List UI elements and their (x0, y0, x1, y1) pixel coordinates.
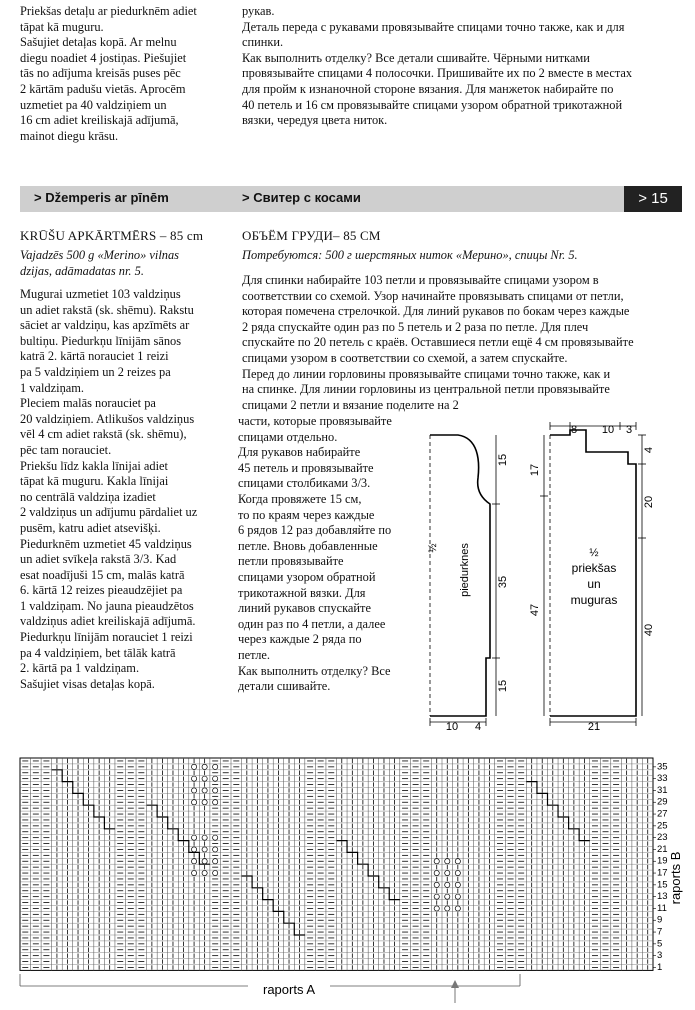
text-line: 20 valdziņiem. Atlikušos valdziņus (20, 411, 195, 426)
text-line: un adiet rakstā (sk. shēmu). Rakstu (20, 302, 194, 317)
lv-size-heading: KRŪŠU APKĀRTMĒRS – 85 cm (20, 228, 204, 243)
cable-symbol (455, 859, 460, 864)
cable-symbol (434, 882, 439, 887)
cable-symbol (191, 800, 196, 805)
text-line: 16 cm adiet kreiliskajā adījumā, (20, 113, 179, 128)
cable-symbol (213, 859, 218, 864)
text-line: части, которые провязывайте (238, 414, 392, 428)
text-line: вязки, чередуя цвета ниток. (242, 113, 388, 128)
text-line: diegu noadiet 4 jostiņas. Piešujiet (20, 50, 187, 65)
cable-symbol (455, 894, 460, 899)
text-line: Priekšas detaļu ar piedurknēm adiet (20, 4, 197, 18)
text-line: спинки. (242, 35, 284, 50)
cable-symbol (191, 788, 196, 793)
lv-top-continuation (20, 4, 230, 144)
text-line: петле. (238, 647, 271, 662)
text-line: 2 kārtām padušu vietās. Aprocēm (20, 81, 186, 96)
lv-instructions (20, 287, 232, 692)
row-number: 33 (657, 773, 668, 785)
cable-symbol (191, 847, 196, 852)
body-label-line-2: un (587, 577, 601, 591)
sleeve-half-label: ½ (427, 543, 439, 553)
start-arrow-icon (451, 980, 459, 1003)
sleeve-dim-middle: 35 (497, 575, 509, 589)
page-number: > 15 (624, 186, 682, 212)
text-line: Для рукавов набирайте (238, 445, 361, 460)
cable-symbol (213, 870, 218, 875)
text-line: Для спинки набирайте 103 петли и провязывайте спицами узором в (242, 273, 599, 287)
cable-symbol (434, 870, 439, 875)
cable-symbol (191, 859, 196, 864)
text-line: tāpat kā muguru. Kakla līnijai (20, 474, 169, 489)
cable-symbol (455, 882, 460, 887)
text-line: 2 ряда спускайте один раз по 5 петель и 2 раза по петле. Для плеч (242, 319, 589, 334)
text-line: mainot diegu krāsu. (20, 128, 119, 143)
cable-symbol (191, 870, 196, 875)
cable-symbol (434, 906, 439, 911)
text-line: спицами отдельно. (238, 429, 338, 444)
row-number: 5 (657, 938, 663, 950)
row-number: 31 (657, 784, 668, 796)
text-line: un adiet svīkeļa rakstā 3/3. Kad (20, 552, 177, 567)
sleeve-name-label: piedurknes (459, 543, 471, 597)
text-line: 2 valdziņus un adījumu pārdaliet uz (20, 505, 198, 520)
text-line: pēc tam norauciet. (20, 442, 112, 457)
sleeve-dim-top: 15 (497, 453, 509, 467)
body-dim-left-2: 47 (529, 603, 541, 617)
ru-instructions-narrow (238, 414, 418, 695)
text-line: которая помечена стрелочкой. Для линий рукавов по бокам через каждые (242, 304, 630, 319)
ru-materials: Потребуются: 500 г шерстяных ниток «Мерино», спицы Nr. 5. (242, 248, 578, 262)
text-line: Sašujiet visas detaļas kopā. (20, 676, 155, 691)
cable-symbol (202, 764, 207, 769)
body-dim-right-2: 20 (643, 495, 655, 509)
text-line: провязывайте спицами 4 полосочки. Пришивайте их по 2 вместе в местах (242, 66, 633, 81)
text-line: dzijas, adāmadatas nr. 5. (20, 263, 144, 278)
body-dim-left-1: 17 (529, 463, 541, 477)
text-line: петли провязывайте (238, 554, 344, 569)
cable-symbol (202, 835, 207, 840)
knitting-chart (0, 748, 695, 1010)
text-line: Pleciem malās norauciet pa (20, 396, 156, 411)
text-line: на спинке. Для линии горловины из центральной петли провязывайте (242, 382, 610, 397)
text-line: линий рукавов спускайте (238, 601, 371, 616)
text-line: Vajadzēs 500 g «Merino» vilnas (20, 248, 180, 262)
cable-symbol (455, 906, 460, 911)
cable-symbol (455, 870, 460, 875)
body-dim-top-2: 10 (601, 424, 615, 436)
row-number: 35 (657, 761, 668, 773)
row-number: 27 (657, 808, 668, 820)
text-line: 1 valdziņam. No jauna pieaudzētos (20, 598, 194, 613)
repeat-b-label: raports B (668, 851, 683, 905)
text-line: Как выполнить отделку? Все детали сшивайте. Чёрными нитками (242, 50, 590, 65)
cable-symbol (202, 847, 207, 852)
text-line: детали сшивайте. (238, 679, 331, 694)
lv-materials (20, 248, 179, 279)
text-line: 6. kārtā 12 reizes pieaudzējiet pa (20, 583, 183, 598)
chart-grid (20, 758, 653, 970)
row-number: 19 (657, 855, 668, 867)
cable-symbol (191, 764, 196, 769)
lv-section-title: > Džemperis ar pīnēm (34, 190, 169, 205)
text-line: спицами столбиками 3/3. (238, 476, 371, 491)
cable-symbol (202, 859, 207, 864)
row-number: 1 (657, 961, 663, 973)
sleeve-dim-cuff: 4 (474, 721, 482, 730)
body-dim-right-3: 40 (643, 623, 655, 637)
cable-symbol (213, 764, 218, 769)
text-line: Sašujiet detaļas kopā. Ar melnu (20, 35, 177, 50)
body-schematic (528, 420, 688, 732)
text-line: спицами узором обратной (238, 569, 376, 584)
cable-symbol (202, 788, 207, 793)
text-line: Деталь переда с рукавами провязывайте спицами точно также, как и для (242, 19, 625, 34)
row-number: 21 (657, 843, 668, 855)
row-number: 13 (657, 891, 668, 903)
cable-symbol (202, 800, 207, 805)
text-line: петле. Вновь добавленные (238, 538, 378, 553)
repeat-a-label: raports A (262, 982, 316, 997)
text-line: рукав. (242, 4, 275, 18)
sleeve-schematic (418, 420, 518, 730)
cable-symbol (213, 788, 218, 793)
body-dim-top-1: 8 (570, 424, 578, 436)
cable-symbol (202, 870, 207, 875)
row-number: 15 (657, 879, 668, 891)
sleeve-dim-bottom: 15 (497, 679, 509, 693)
text-line: спускайте по 20 петель с краёв. Оставшиеся петли ещё 4 см провязывайте (242, 335, 634, 350)
text-line: 1 valdziņam. (20, 380, 84, 395)
text-line: no centrālā valdziņa izadiet (20, 489, 156, 504)
text-line: Как выполнить отделку? Все (238, 663, 391, 678)
text-line: Piedurknēm uzmetiet 45 valdziņus (20, 536, 192, 551)
body-label-line-1: priekšas (571, 561, 617, 575)
text-line: tās no adījuma kreisās puses pēc (20, 66, 181, 81)
ru-top-continuation (242, 4, 682, 129)
row-number: 9 (657, 914, 663, 926)
row-number: 29 (657, 796, 668, 808)
text-line: esat noadījuši 15 cm, malās katrā (20, 567, 185, 582)
row-number: 11 (657, 902, 667, 914)
text-line: Priekšu līdz kakla līnijai adiet (20, 458, 168, 473)
cable-symbol (445, 870, 450, 875)
text-line: uzmetiet pa 40 valdziņiem un (20, 97, 167, 112)
cable-symbol (434, 894, 439, 899)
text-line: то по краям через каждые (238, 507, 375, 522)
body-label-line-3: muguras (570, 593, 618, 607)
cable-symbol (213, 800, 218, 805)
text-line: один раз по 4 петли, а далее (238, 616, 386, 631)
cable-symbol (191, 835, 196, 840)
row-number: 3 (657, 950, 663, 962)
text-line: sāciet ar valdziņu, kas apzīmēts ar (20, 318, 190, 333)
text-line: спицами 2 петли и вязание поделите на 2 (242, 397, 459, 412)
text-line: pa 4 valdziņiem, bet tālāk katrā (20, 645, 176, 660)
cable-symbol (191, 776, 196, 781)
text-line: Перед до линии горловины провязывайте спицами точно также, как и (242, 366, 611, 381)
text-line: спицами узором в соответствии со схемой, а затем спускайте. (242, 350, 568, 365)
text-line: соответствии со схемой. Узор начинайте провязывать спицами от петли, (242, 288, 624, 303)
cable-symbol (445, 859, 450, 864)
text-line: Mugurai uzmetiet 103 valdziņus (20, 287, 181, 301)
text-line: tāpat kā muguru. (20, 19, 104, 34)
ru-section-title: > Свитер с косами (242, 190, 361, 205)
text-line: для пройм к изнаночной стороне вязания. Для манжеток набирайте по (242, 81, 614, 96)
cable-symbol (445, 906, 450, 911)
text-line: bultiņu. Piedurkņu līnijām sānos (20, 333, 182, 348)
cable-symbol (434, 859, 439, 864)
body-dim-right-1: 4 (643, 446, 655, 454)
body-half-label: ½ (589, 547, 599, 559)
text-line: pusēm, katru adiet atsevišķi. (20, 520, 161, 535)
text-line: valdziņus adiet kreiliskajā adījumā. (20, 614, 196, 629)
cable-symbol (213, 835, 218, 840)
cable-symbol (213, 847, 218, 852)
sleeve-dim-width: 10 (445, 721, 459, 730)
cable-symbol (445, 882, 450, 887)
text-line: katrā 2. kārtā norauciet 1 reizi (20, 349, 169, 364)
row-number: 23 (657, 832, 668, 844)
text-line: 2. kārtā pa 1 valdziņam. (20, 661, 140, 676)
text-line: трикотажной вязки. Для (238, 585, 366, 600)
cable-symbol (202, 776, 207, 781)
row-number: 7 (657, 926, 663, 938)
body-dim-top-3: 3 (625, 424, 633, 436)
text-line: vēl 4 cm adiet rakstā (sk. shēmu), (20, 427, 187, 442)
text-line: Piedurkņu līnijām norauciet 1 reizi (20, 630, 193, 645)
cable-symbol (445, 894, 450, 899)
text-line: 6 рядов 12 раз добавляйте по (238, 523, 392, 538)
text-line: 40 петель и 16 см провязывайте спицами узором обратной трикотажной (242, 97, 623, 112)
body-dim-bottom: 21 (587, 721, 601, 732)
ru-size-heading: ОБЪЁМ ГРУДИ– 85 СМ (242, 228, 381, 243)
text-line: через каждые 2 ряда по (238, 632, 362, 647)
row-number: 25 (657, 820, 668, 832)
chart-row-numbers (653, 761, 668, 973)
section-title-bar (20, 186, 682, 212)
text-line: Когда провяжете 15 см, (238, 491, 362, 506)
text-line: pa 5 valdziņiem un 2 reizes pa (20, 364, 171, 379)
row-number: 17 (657, 867, 668, 879)
text-line: 45 петель и провязывайте (238, 460, 374, 475)
ru-instructions-wide (242, 273, 682, 413)
cable-symbol (213, 776, 218, 781)
